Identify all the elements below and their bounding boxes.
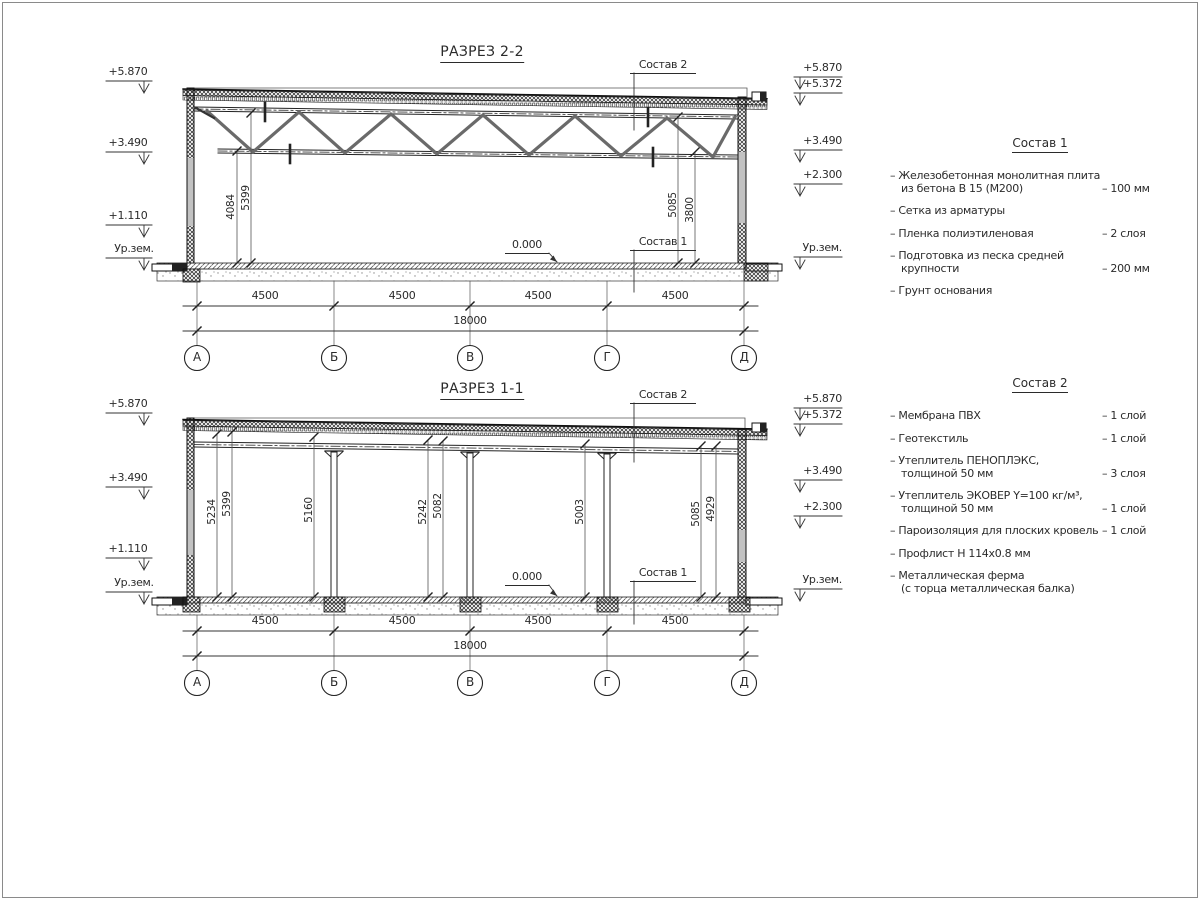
legend-item: [890, 490, 1190, 515]
composition-1-callout: Состав 1: [630, 235, 696, 251]
vertical-dimension: 5085: [690, 501, 702, 527]
vertical-dimension: 3800: [684, 197, 696, 223]
legend-item: [890, 525, 1190, 538]
zero-level-mark: 0.000: [505, 570, 549, 586]
legend-item: [890, 410, 1190, 423]
grid-axis-label: Д: [739, 350, 749, 364]
total-dimension: 18000: [453, 314, 487, 327]
vertical-dimension: 5399: [240, 185, 252, 211]
total-dimension: 18000: [453, 639, 487, 652]
vertical-dimension: 5003: [574, 499, 586, 525]
legend-item-value: – 100 мм: [1102, 181, 1150, 195]
left-wall: [187, 88, 194, 263]
grid-axis-label: В: [466, 350, 474, 364]
legend-item: [890, 548, 1190, 561]
legend-item: [890, 433, 1190, 446]
legend-item-text-2: из бетона В 15 (М200): [901, 181, 1023, 195]
legend-item-text-2: толщиной 50 мм: [901, 466, 994, 480]
composition-2-callout: Состав 2: [630, 388, 696, 404]
vertical-dimension: 4929: [705, 496, 717, 522]
span-dimension: 4500: [661, 289, 689, 302]
grid-axis-label: В: [466, 675, 474, 689]
elevation-label: +3.490: [803, 134, 842, 147]
vertical-dimension: 5082: [432, 493, 444, 519]
right-wall: [738, 97, 746, 263]
grid-axis-label: Б: [330, 675, 338, 689]
span-dimension: 4500: [388, 289, 416, 302]
elevation-label: +2.300: [803, 168, 842, 181]
legend-item: [890, 455, 1190, 480]
section-2-2-title: РАЗРЕЗ 2-2: [440, 44, 524, 63]
elevation-label: +3.490: [108, 136, 148, 149]
floor-slab: [152, 597, 782, 615]
left-wall: [187, 418, 194, 597]
legend-item-value: – 3 слоя: [1102, 466, 1146, 480]
elevation-label: +3.490: [108, 471, 148, 484]
legend-item-value: – 1 слой: [1102, 431, 1147, 445]
legend-item: [890, 205, 1190, 218]
grid-axis-label: А: [193, 675, 201, 689]
roof-slab: [183, 420, 767, 441]
elevation-label: +5.372: [803, 77, 842, 90]
legend-item: [890, 250, 1190, 275]
section-1-1-title: РАЗРЕЗ 1-1: [440, 381, 524, 400]
column-g: [598, 453, 616, 597]
span-dimension: 4500: [388, 614, 416, 627]
legend-item-text-2: крупности: [901, 261, 960, 275]
composition-1-legend: [890, 136, 1190, 308]
legend-item-value: – 2 слоя: [1102, 226, 1146, 240]
span-dimension: 4500: [524, 289, 552, 302]
legend-item-value: – 1 слой: [1102, 409, 1147, 422]
ground-level-label: Ур.зем.: [114, 242, 154, 255]
column-b: [325, 451, 343, 597]
legend-item: [890, 570, 1190, 595]
roof-truss: [194, 103, 737, 166]
zero-level-mark: 0.000: [505, 238, 549, 254]
column-v: [461, 452, 479, 597]
legend-title: Состав 1: [890, 136, 1190, 150]
legend-item-text-2: (с торца металлическая балка): [901, 581, 1075, 595]
composition-2-callout: Состав 2: [630, 58, 696, 74]
legend-item-text: – Сетка из арматуры: [890, 204, 1005, 217]
legend-item-value: – 1 слой: [1102, 524, 1147, 537]
legend-item: [890, 285, 1190, 298]
ground-level-label: Ур.зем.: [802, 573, 842, 586]
elevation-label: +5.870: [803, 61, 842, 74]
ground-level-label: Ур.зем.: [114, 576, 154, 589]
legend-item-text: – Грунт основания: [890, 284, 993, 297]
elevation-label: +3.490: [803, 464, 842, 477]
vertical-dimension: 5399: [221, 491, 233, 517]
floor-slab: [152, 263, 782, 282]
elevation-label: +1.110: [108, 209, 148, 222]
columns: [325, 451, 616, 597]
span-dimension: 4500: [661, 614, 689, 627]
elevation-label: +5.870: [803, 392, 842, 405]
ground-level-label: Ур.зем.: [802, 241, 842, 254]
elevation-label: +5.372: [803, 408, 842, 421]
composition-1-callout: Состав 1: [630, 566, 696, 582]
elevation-label: +2.300: [803, 500, 842, 513]
vertical-dimension: 4084: [225, 194, 237, 220]
legend-item-text: – Пленка полиэтиленовая: [890, 226, 1034, 240]
grid-axis-label: Г: [603, 675, 611, 689]
legend-item-text: – Геотекстиль: [890, 431, 969, 445]
grid-axis-label: А: [193, 350, 201, 364]
vertical-dimension: 5085: [667, 192, 679, 218]
elevation-label: +5.870: [108, 65, 148, 78]
vertical-dimension: 5234: [206, 499, 218, 525]
legend-item-text-2: толщиной 50 мм: [901, 501, 994, 515]
legend-item-text: – Пароизоляция для плоских кровель: [890, 524, 1099, 537]
vertical-dimension: 5242: [417, 499, 429, 525]
legend-item-text: – Мембрана ПВХ: [890, 409, 981, 422]
grid-axis-label: Б: [330, 350, 338, 364]
legend-item-text: – Подготовка из песка средней: [890, 249, 1064, 262]
grid-axis-label: Д: [739, 675, 749, 689]
legend-item-text: – Железобетонная монолитная плита: [890, 169, 1101, 182]
vertical-dimension: 5160: [303, 497, 315, 523]
legend-item-value: – 1 слой: [1102, 501, 1147, 515]
legend-item-text: – Профлист Н 114х0.8 мм: [890, 546, 1031, 560]
legend-item: [890, 170, 1190, 195]
roof-slab: [183, 89, 767, 110]
legend-item-text: – Металлическая ферма: [890, 569, 1025, 582]
elevation-label: +5.870: [108, 397, 148, 410]
span-dimension: 4500: [251, 289, 279, 302]
legend-item-text: – Утеплитель ПЕНОПЛЭКС,: [890, 454, 1039, 467]
elevation-label: +1.110: [108, 542, 148, 555]
grid-axis-label: Г: [603, 350, 611, 364]
legend-title: Состав 2: [890, 376, 1190, 390]
right-wall: [738, 429, 746, 597]
legend-item-text: – Утеплитель ЭКОВЕР Y=100 кг/м³,: [890, 489, 1083, 502]
legend-item: [890, 228, 1190, 241]
legend-item-value: – 200 мм: [1102, 261, 1150, 275]
span-dimension: 4500: [251, 614, 279, 627]
span-dimension: 4500: [524, 614, 552, 627]
composition-2-legend: [890, 376, 1190, 605]
